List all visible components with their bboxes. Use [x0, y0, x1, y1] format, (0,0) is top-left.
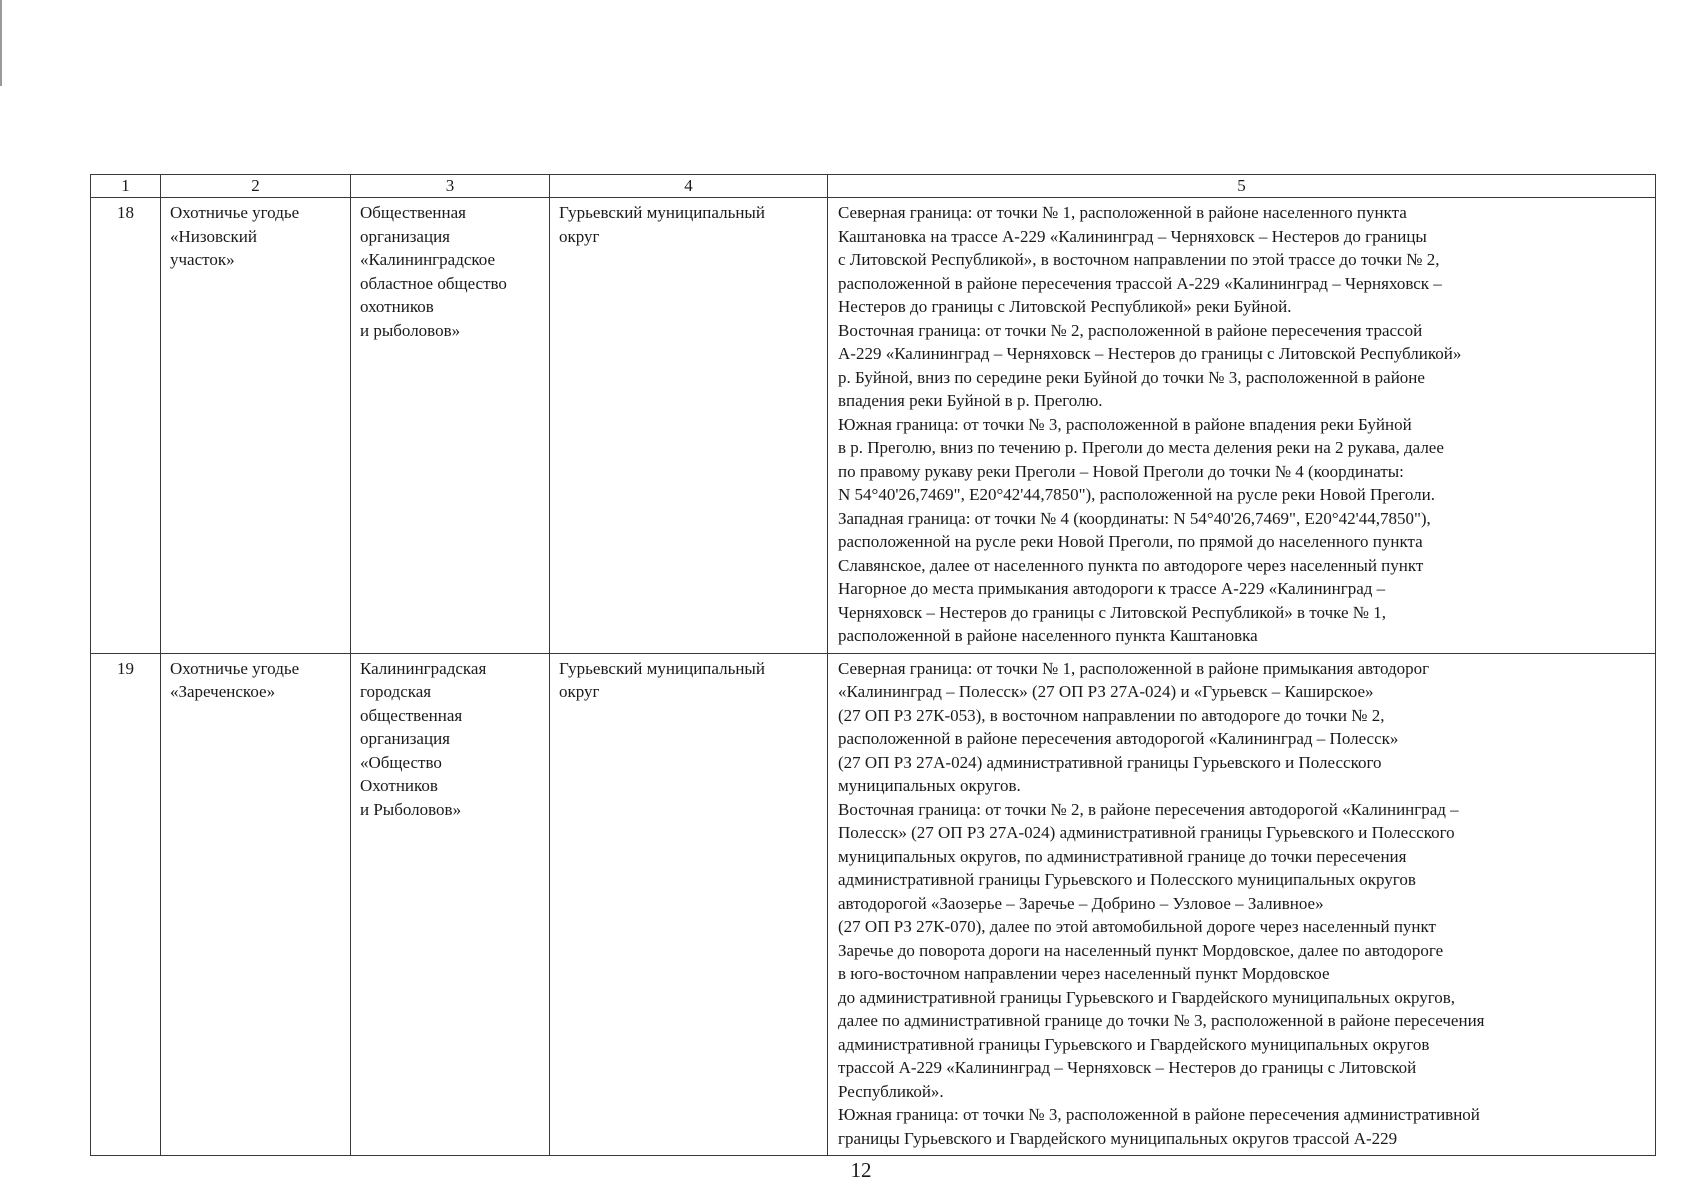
south-boundary-text: Южная граница: от точки № 3, расположенной в районе впадения реки Буйной в р. Преголю, вниз по течению р. Преголи до места деления реки на 2 рукава, далее по правому рукаву реки Преголи – Новой Преголи до точки № 4 (координаты: N 54°40'26,7469", E20°42'44,7850"), расположенной на русле реки Новой Преголи.: [838, 414, 1444, 504]
column-header-2: 2: [161, 175, 351, 198]
column-header-4: 4: [550, 175, 828, 198]
table-header-row: [91, 175, 1656, 198]
municipal-district: Гурьевский муниципальный округ: [550, 198, 828, 654]
boundaries-table: [90, 174, 1656, 1156]
north-boundary-text: Северная граница: от точки № 1, расположенной в районе примыкания автодорог «Калининград – Полесск» (27 ОП РЗ 27А-024) и «Гурьевск – Каширское» (27 ОП РЗ 27К-053), в восточном направлении по автодороге до точки № 2, расположенной в районе пересечения автодорогой «Калининград – Полесск» (27 ОП РЗ 27А-024) административной границы Гурьевского и Полесского муниципальных округов.: [838, 658, 1430, 795]
hunting-ground-name: Охотничье угодье «Низовский участок»: [161, 198, 351, 654]
south-boundary-text: Южная граница: от точки № 3, расположенной в районе пересечения административной границы Гурьевского и Гвардейского муниципальных округов трассой А-229: [838, 1105, 1480, 1148]
row-number: 19: [91, 653, 161, 1156]
column-header-3: 3: [351, 175, 550, 198]
west-boundary-text: Западная граница: от точки № 4 (координаты: N 54°40'26,7469", E20°42'44,7850"), расположенной на русле реки Новой Преголи, по прямой до населенного пункта Славянское, далее от населенного пункта по автодороге через населенный пункт Нагорное до места примыкания автодороги к трассе А-229 «Калининград – Черняховск – Нестеров до границы с Литовской Республикой» в точке № 1, расположенной в районе населенного пункта Каштановка: [838, 508, 1431, 645]
organization-name: Калининградская городская общественная организация «Общество Охотников и Рыболовов»: [351, 653, 550, 1156]
column-header-5: 5: [828, 175, 1656, 198]
organization-name: Общественная организация «Калининградское областное общество охотников и рыболовов»: [351, 198, 550, 654]
boundary-description: [828, 653, 1656, 1156]
boundary-description: [828, 198, 1656, 654]
north-boundary-text: Северная граница: от точки № 1, расположенной в районе населенного пункта Каштановка на трассе А-229 «Калининград – Черняховск – Нестеров до границы с Литовской Республикой», в восточном направлении по этой трассе до точки № 2, расположенной в районе пересечения трассой А-229 «Калининград – Черняховск – Нестеров до границы с Литовской Республикой» реки Буйной.: [838, 203, 1442, 316]
table-row: [91, 198, 1656, 654]
east-boundary-text: Восточная граница: от точки № 2, расположенной в районе пересечения трассой А-229 «Калининград – Черняховск – Нестеров до границы с Литовской Республикой» р. Буйной, вниз по середине реки Буйной до точки № 3, расположенной в районе впадения реки Буйной в р. Преголю.: [838, 320, 1462, 410]
table-row: [91, 653, 1656, 1156]
east-boundary-text: Восточная граница: от точки № 2, в районе пересечения автодорогой «Калининград – Полесск» (27 ОП РЗ 27А-024) административной границы Гурьевского и Полесского муниципальных округов, по административной границе до точки пересечения административной границы Гурьевского и Полесского муниципальных округов автодорогой «Заозерье – Заречье – Добрино – Узловое – Заливное» (27 ОП РЗ 27К-070), далее по этой автомобильной дороге через населенный пункт Заречье до поворота дороги на населенный пункт Мордовское, далее по автодороге в юго-восточном направлении через населенный пункт Мордовское до административной границы Гурьевского и Гвардейского муниципальных округов, далее по административной границе до точки № 3, расположенной в районе пересечения административной границы Гурьевского и Гвардейского муниципальных округов трассой А-229 «Калининград – Черняховск – Нестеров до границы с Литовской Республикой».: [838, 799, 1485, 1101]
hunting-ground-name: Охотничье угодье «Зареченское»: [161, 653, 351, 1156]
page-number: 12: [850, 1158, 872, 1182]
scan-edge-mark: [0, 0, 2, 86]
municipal-district: Гурьевский муниципальный округ: [550, 653, 828, 1156]
column-header-1: 1: [91, 175, 161, 198]
row-number: 18: [91, 198, 161, 654]
